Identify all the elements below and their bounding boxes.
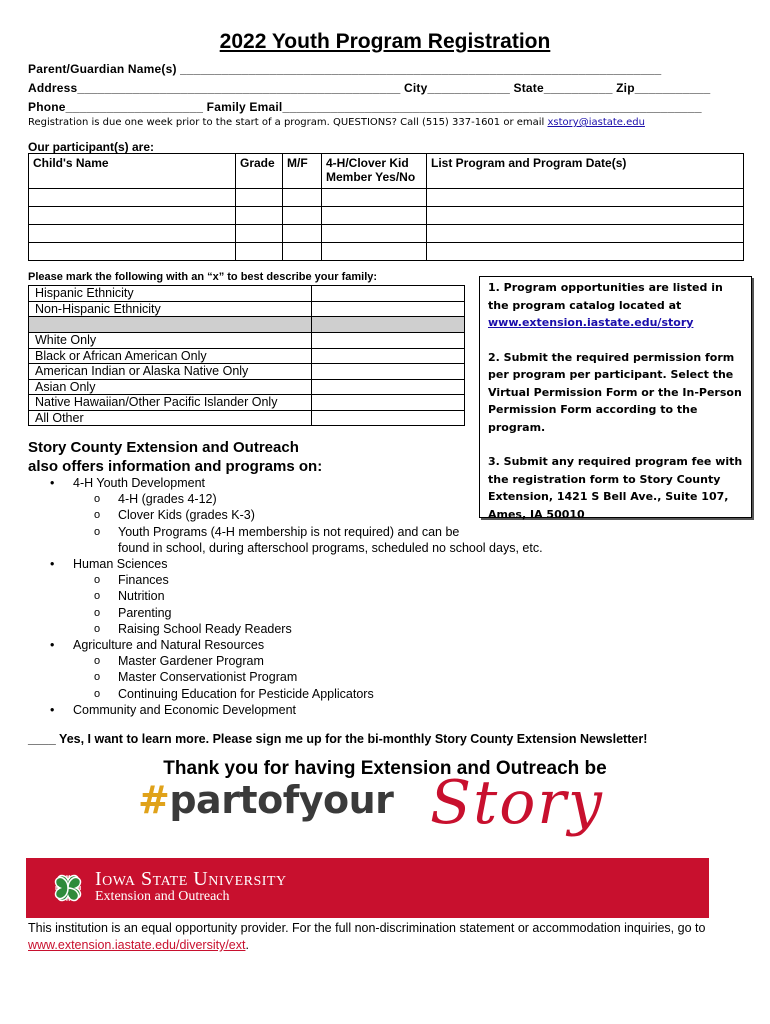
header-childs-name: Child's Name — [29, 154, 236, 189]
participants-label: Our participant(s) are: — [28, 140, 155, 154]
list-item: • Community and Economic Development — [0, 702, 543, 718]
registration-note: Registration is due one week prior to the start of a program. QUESTIONS? Call (515) 337-1601 or email xstory@iastate.edu — [28, 117, 645, 128]
phone-email-field[interactable]: Phone____________________ Family Email_____________________________________________________________ — [28, 100, 702, 114]
race-option: Native Hawaiian/Other Pacific Islander Only — [29, 395, 312, 411]
race-option: American Indian or Alaska Native Only — [29, 364, 312, 380]
story-script: Story — [430, 768, 604, 838]
table-row — [29, 189, 744, 207]
instruction-2: 2. Submit the required permission form per program per participant. Select the Virtual Permission Form or the In-Person Permission Form according to the program. — [488, 350, 742, 434]
race-checkbox[interactable] — [312, 348, 465, 364]
list-item: o 4-H (grades 4-12) — [0, 491, 543, 507]
list-item: o Master Gardener Program — [0, 653, 543, 669]
list-item: o Parenting — [0, 605, 543, 621]
list-item: o Finances — [0, 572, 543, 588]
svg-text:H: H — [77, 886, 82, 892]
instruction-1: 1. Program opportunities are listed in the program catalog located at www.extension.iastate.edu/story — [488, 281, 723, 329]
list-item: o Continuing Education for Pesticide Applicators — [0, 686, 543, 702]
list-item: • Human Sciences — [0, 556, 543, 572]
svg-text:H: H — [55, 886, 60, 892]
race-checkbox[interactable] — [312, 333, 465, 349]
list-item: o Youth Programs (4-H membership is not required) and can be — [0, 524, 543, 540]
race-option: All Other — [29, 410, 312, 426]
programs-list — [0, 475, 543, 718]
participants-header-row — [29, 154, 744, 189]
thank-you-text: Thank you for having Extension and Outreach be — [163, 758, 607, 779]
race-checkbox[interactable] — [312, 379, 465, 395]
list-item: o Nutrition — [0, 588, 543, 604]
table-row — [29, 333, 465, 349]
ethnicity-option: Hispanic Ethnicity — [29, 286, 312, 302]
ethnicity-label: Please mark the following with an “x” to best describe your family: — [28, 271, 378, 283]
race-checkbox[interactable] — [312, 410, 465, 426]
address-field[interactable]: Address_______________________________________________ City____________ State__________ Zip___________ — [28, 81, 711, 95]
table-row — [29, 225, 744, 243]
email-link[interactable]: xstory@iastate.edu — [547, 117, 645, 128]
table-row — [29, 348, 465, 364]
list-item: o Clover Kids (grades K-3) — [0, 507, 543, 523]
table-row — [29, 364, 465, 380]
page-title: 2022 Youth Program Registration — [219, 30, 551, 53]
table-row — [29, 301, 465, 317]
table-row — [29, 395, 465, 411]
list-item: o Master Conservationist Program — [0, 669, 543, 685]
list-item-continued: found in school, during afterschool programs, scheduled no school days, etc. — [118, 540, 543, 555]
isu-wordmark: Iowa State University Extension and Outreach — [95, 868, 287, 904]
table-row — [29, 207, 744, 225]
ethnicity-table — [28, 285, 465, 426]
race-checkbox[interactable] — [312, 395, 465, 411]
participants-table — [28, 153, 744, 261]
instruction-3: 3. Submit any required program fee with the registration form to Story County Extension, 1421 S Bell Ave., Suite 107, Ames, IA 50010 — [488, 455, 743, 521]
table-row — [29, 379, 465, 395]
newsletter-signup[interactable]: ____ Yes, I want to learn more. Please sign me up for the bi-monthly Story County Extension Newsletter! — [28, 732, 648, 746]
table-row — [29, 243, 744, 261]
svg-text:H: H — [66, 875, 71, 881]
footer-statement: This institution is an equal opportunity provider. For the full non-discrimination statement or accommodation inquiries, go to www.extension.iastate.edu/diversity/ext. — [28, 921, 706, 952]
list-item: • Agriculture and Natural Resources — [0, 637, 543, 653]
race-option: White Only — [29, 333, 312, 349]
ethnicity-checkbox[interactable] — [312, 301, 465, 317]
offers-heading: Story County Extension and Outreach also offers information and programs on: — [28, 439, 323, 475]
svg-text:H: H — [66, 897, 71, 903]
diversity-link[interactable]: www.extension.iastate.edu/diversity/ext — [28, 938, 246, 952]
list-item: o Raising School Ready Readers — [0, 621, 543, 637]
hashtag-logo: #partofyour — [138, 778, 394, 822]
race-option: Black or African American Only — [29, 348, 312, 364]
table-row — [29, 410, 465, 426]
header-program: List Program and Program Date(s) — [427, 154, 744, 189]
table-row — [29, 317, 465, 333]
header-member: 4-H/Clover Kid Member Yes/No — [322, 154, 427, 189]
header-grade: Grade — [236, 154, 283, 189]
race-option: Asian Only — [29, 379, 312, 395]
header-mf: M/F — [283, 154, 322, 189]
catalog-link[interactable]: www.extension.iastate.edu/story — [488, 316, 694, 329]
list-item: • 4-H Youth Development — [0, 475, 543, 491]
table-row — [29, 286, 465, 302]
ethnicity-option: Non-Hispanic Ethnicity — [29, 301, 312, 317]
clover-icon — [48, 871, 88, 907]
race-checkbox[interactable] — [312, 364, 465, 380]
ethnicity-checkbox[interactable] — [312, 286, 465, 302]
parent-name-field[interactable]: Parent/Guardian Name(s) ______________________________________________________________________ — [28, 62, 662, 76]
